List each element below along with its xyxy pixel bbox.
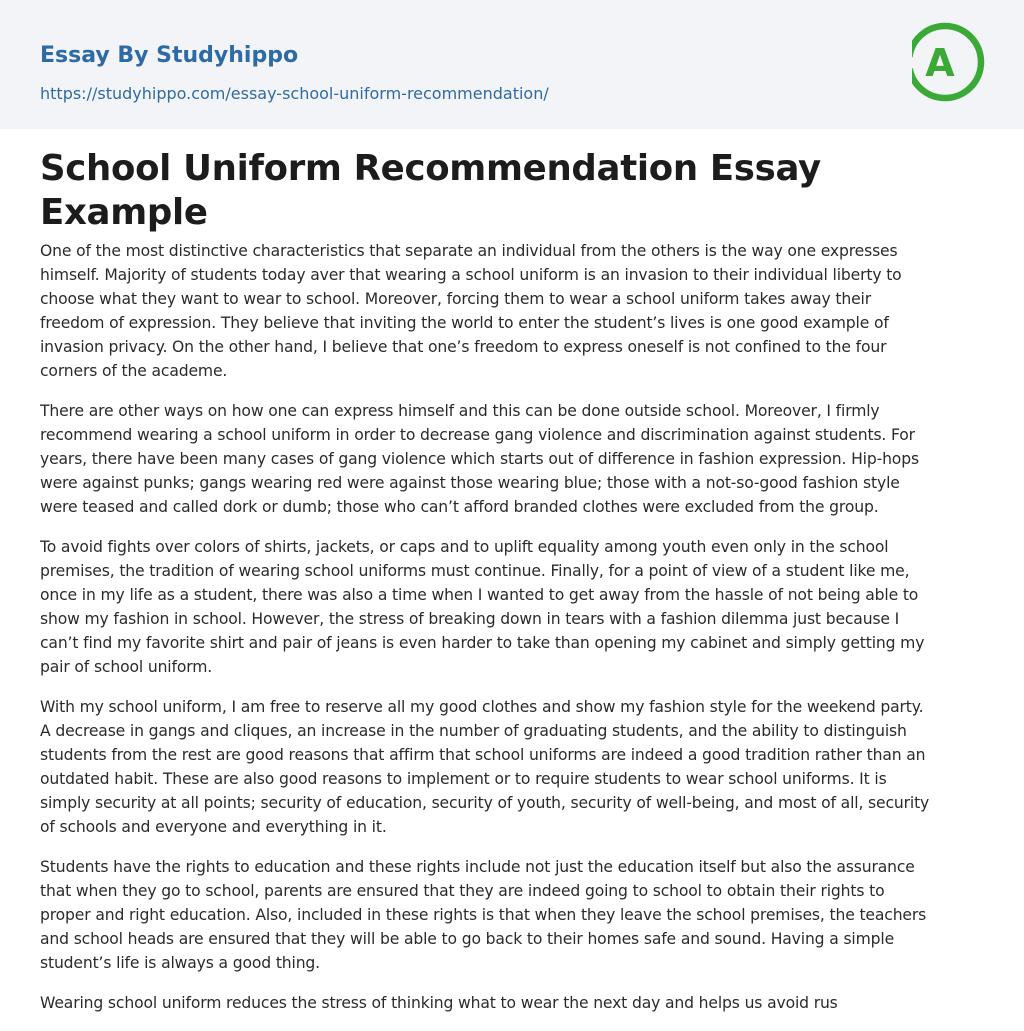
paragraph-line: There are other ways on how one can express himself and this can be done outside school. Moreover, I firmly: [40, 402, 880, 420]
paragraph-line: pair of school uniform.: [40, 658, 213, 676]
paragraph-line: once in my life as a student, there was also a time when I wanted to get away from the hassle of not being able to: [40, 586, 919, 604]
paragraph-line: invasion privacy. On the other hand, I believe that one’s freedom to express oneself is not confined to the four: [40, 338, 887, 356]
site-header: [0, 0, 1024, 129]
essay-paragraph: [40, 399, 984, 519]
paragraph-line: outdated habit. These are also good reasons to implement or to require students to wear school uniforms. It is: [40, 770, 887, 788]
paragraph-line: student’s life is always a good thing.: [40, 954, 320, 972]
essay-paragraph: [40, 855, 984, 975]
essay-article: [40, 129, 984, 1031]
page-url-link[interactable]: https://studyhippo.com/essay-school-uniform-recommendation/: [40, 84, 549, 103]
paragraph-line: Students have the rights to education and these rights include not just the education itself but also the assurance: [40, 858, 915, 876]
paragraph-line: of schools and everyone and everything in it.: [40, 818, 387, 836]
paragraph-line: show my fashion in school. However, the stress of breaking down in tears with a fashion dilemma just because I: [40, 610, 900, 628]
brand-title[interactable]: Essay By Studyhippo: [40, 43, 299, 68]
paragraph-line: freedom of expression. They believe that inviting the world to enter the student’s lives is one good example of: [40, 314, 889, 332]
paragraph-line: years, there have been many cases of gang violence which starts out of difference in fashion expression. Hip-hops: [40, 450, 919, 468]
paragraph-line: can’t find my favorite shirt and pair of jeans is even harder to take than opening my cabinet and simply getting my: [40, 634, 925, 652]
logo-letter: A: [925, 41, 955, 85]
paragraph-line: himself. Majority of students today aver that wearing a school uniform is an invasion to their individual liberty to: [40, 266, 902, 284]
paragraph-line: recommend wearing a school uniform in order to decrease gang violence and discrimination against students. For: [40, 426, 915, 444]
paragraph-line: Wearing school uniform reduces the stress of thinking what to wear the next day and helps us avoid rus: [40, 994, 838, 1012]
essay-paragraph: [40, 535, 984, 679]
essay-paragraph: [40, 695, 984, 839]
essay-paragraph: [40, 239, 984, 383]
paragraph-line: proper and right education. Also, included in these rights is that when they leave the school premises, the teachers: [40, 906, 927, 924]
paragraph-line: were against punks; gangs wearing red were against those wearing blue; those with a not-so-good fashion style: [40, 474, 900, 492]
paragraph-line: A decrease in gangs and cliques, an increase in the number of graduating students, and the ability to distinguish: [40, 722, 907, 740]
paragraph-line: simply security at all points; security of education, security of youth, security of well-being, and most of all, security: [40, 794, 930, 812]
paragraph-line: choose what they want to wear to school. Moreover, forcing them to wear a school uniform takes away their: [40, 290, 871, 308]
studyhippo-logo-icon[interactable]: [912, 18, 988, 106]
paragraph-line: To avoid fights over colors of shirts, jackets, or caps and to uplift equality among youth even only in the school: [40, 538, 889, 556]
paragraph-line: and school heads are ensured that they will be able to go back to their homes safe and sound. Having a simple: [40, 930, 895, 948]
paragraph-line: were teased and called dork or dumb; those who can’t afford branded clothes were excluded from the group.: [40, 498, 879, 516]
paragraph-line: One of the most distinctive characteristics that separate an individual from the others is the way one expresses: [40, 242, 898, 260]
paragraph-line: students from the rest are good reasons that affirm that school uniforms are indeed a good tradition rather than an: [40, 746, 926, 764]
paragraph-line: that when they go to school, parents are ensured that they are indeed going to school to obtain their rights to: [40, 882, 885, 900]
paragraph-line: With my school uniform, I am free to reserve all my good clothes and show my fashion style for the weekend party.: [40, 698, 924, 716]
essay-body: [40, 239, 984, 1015]
paragraph-line: premises, the tradition of wearing school uniforms must continue. Finally, for a point of view of a student like me,: [40, 562, 910, 580]
paragraph-line: corners of the academe.: [40, 362, 228, 380]
essay-paragraph: [40, 991, 984, 1015]
page-title: School Uniform Recommendation Essay Example: [40, 148, 821, 233]
